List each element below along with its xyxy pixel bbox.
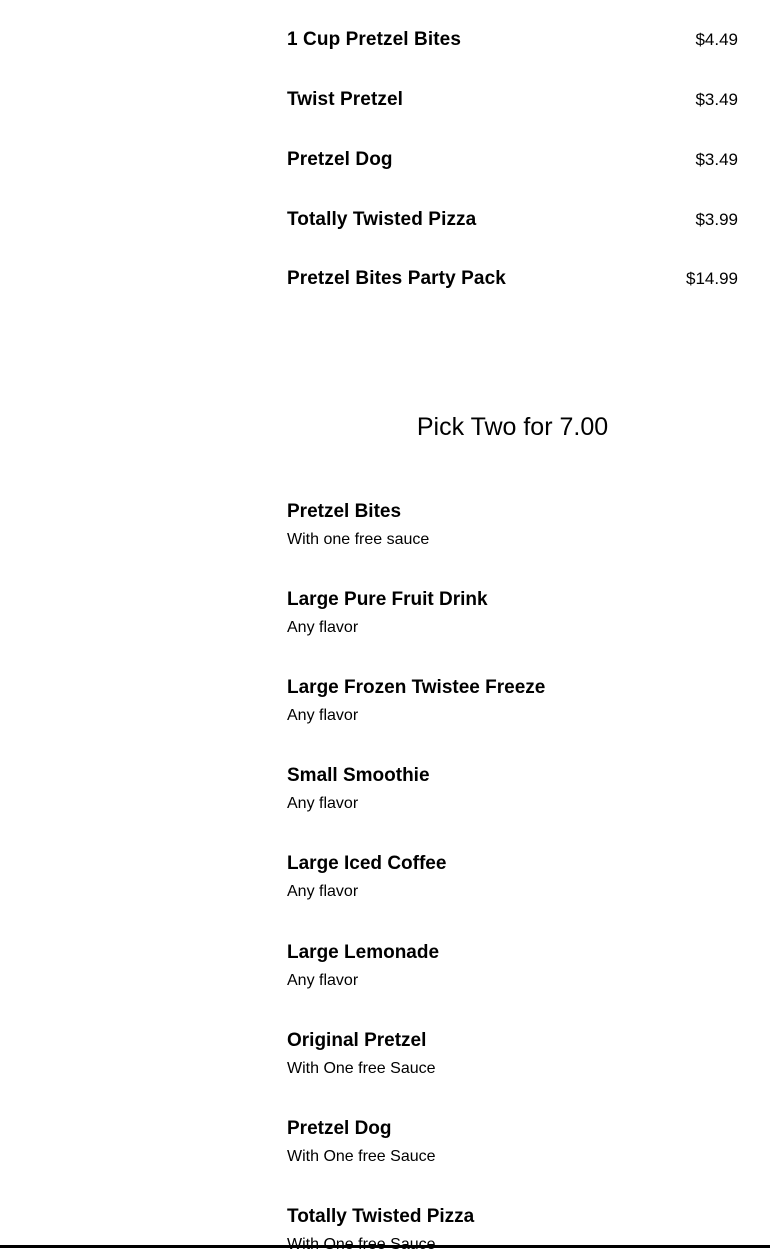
menu-item-price: $3.99 <box>695 210 738 229</box>
pick-item-name: Large Frozen Twistee Freeze <box>287 677 546 698</box>
pick-item-name: Totally Twisted Pizza <box>287 1206 475 1227</box>
pick-two-item[interactable] <box>287 941 738 991</box>
pick-item-name: Small Smoothie <box>287 765 430 786</box>
pick-item-description: Any flavor <box>287 707 359 724</box>
menu-item-price: $3.49 <box>695 150 738 169</box>
menu-item-price: $3.49 <box>695 90 738 109</box>
pick-item-name: Large Iced Coffee <box>287 853 447 874</box>
pick-two-item[interactable] <box>287 764 738 814</box>
pick-item-name: Original Pretzel <box>287 1030 427 1051</box>
menu-item[interactable] <box>287 80 738 120</box>
pick-item-name: Large Pure Fruit Drink <box>287 589 488 610</box>
pick-item-description: With One free Sauce <box>287 1148 436 1165</box>
menu-item-name: Pretzel Bites Party Pack <box>287 268 506 289</box>
pick-two-item[interactable] <box>287 588 738 638</box>
pick-two-item[interactable] <box>287 500 738 550</box>
pick-item-description: Any flavor <box>287 619 359 636</box>
menu-item-name: Totally Twisted Pizza <box>287 209 477 230</box>
menu-item[interactable] <box>287 20 738 60</box>
pick-item-name: Large Lemonade <box>287 942 440 963</box>
pick-two-heading: Pick Two for 7.00 <box>416 413 609 441</box>
menu-item[interactable] <box>287 140 738 180</box>
pick-two-item[interactable] <box>287 1029 738 1079</box>
pick-item-description: With one free sauce <box>287 531 430 548</box>
menu-item-name: Pretzel Dog <box>287 149 393 170</box>
pick-item-name: Pretzel Bites <box>287 501 402 522</box>
pick-item-name: Pretzel Dog <box>287 1118 392 1139</box>
menu-item-name: 1 Cup Pretzel Bites <box>287 29 462 50</box>
pick-item-description: Any flavor <box>287 795 359 812</box>
pick-two-item[interactable] <box>287 852 738 902</box>
menu-item-name: Twist Pretzel <box>287 89 404 110</box>
pick-two-item[interactable] <box>287 1117 738 1167</box>
pick-item-description: Any flavor <box>287 883 359 900</box>
menu-item-price: $4.49 <box>695 30 738 49</box>
menu-item[interactable] <box>287 200 738 240</box>
pick-two-item[interactable] <box>287 676 738 726</box>
pick-item-description: Any flavor <box>287 972 359 989</box>
pick-item-description: With One free Sauce <box>287 1060 436 1077</box>
menu-item[interactable] <box>287 259 738 299</box>
menu-item-price: $14.99 <box>686 269 738 288</box>
